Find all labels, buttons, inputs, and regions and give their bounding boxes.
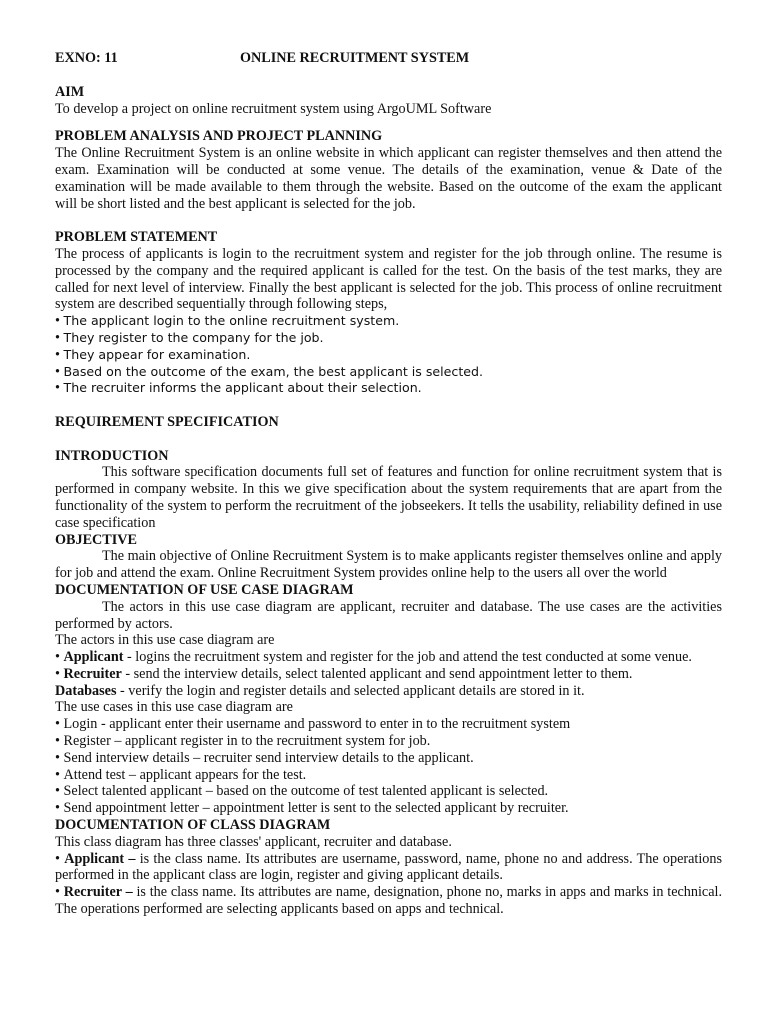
problem-heading: PROBLEM STATEMENT: [55, 229, 218, 246]
class-description: is the class name. Its attributes are username, password, name, phone no and address. The operations performed in the applicant class are login, register and giving applicant details.: [55, 850, 722, 884]
actor-name: Applicant: [63, 649, 124, 666]
classdiagram-heading: DOCUMENTATION OF CLASS DIAGRAM: [55, 817, 331, 834]
problem-steps-list: [55, 313, 722, 397]
planning-text: The Online Recruitment System is an online website in which applicant can register themselves and then attend the exam. Examination will be conducted at some venue. The details of the examination, venue & Date of the examination will be made available to them through the website. Based on the outcome of the exam the applicant will be short listed and the best applicant is selected for the job.: [55, 145, 722, 212]
title-row: [55, 50, 722, 67]
actor-description: - verify the login and register details and selected applicant details are stored in it.: [116, 682, 585, 699]
list-item: • Select talented applicant – based on the outcome of test talented applicant is selected.: [55, 783, 722, 800]
usecase-cases-intro: The use cases in this use case diagram are: [55, 699, 293, 716]
class-name: Recruiter –: [63, 884, 133, 901]
list-item: • They register to the company for the job.: [55, 330, 722, 347]
list-item: • The recruiter informs the applicant about their selection.: [55, 380, 722, 397]
class-description: is the class name. Its attributes are name, designation, phone no, marks in apps and marks in technical. The operations performed are selecting applicants based on apps and technical.: [55, 884, 722, 918]
classdiagram-intro: This class diagram has three classes' applicant, recruiter and database.: [55, 833, 452, 850]
problem-text: The process of applicants is login to the recruitment system and register for the job through online. The resume is processed by the company and the required applicant is called for the test. On the basis of the test marks, they are called for next level of interview. Finally the best applicant is selected for the job. This process of online recruitment system are described sequentially through following steps,: [55, 245, 722, 313]
list-item: • Send interview details – recruiter send interview details to the applicant.: [55, 750, 722, 767]
list-item: • Register – applicant register in to the recruitment system for job.: [55, 733, 722, 750]
actor-description: - logins the recruitment system and register for the job and attend the test conducted at some venue.: [123, 649, 692, 666]
list-item: • Send appointment letter – appointment letter is sent to the selected applicant by recruiter.: [55, 800, 722, 817]
document-title: ONLINE RECRUITMENT SYSTEM: [240, 50, 470, 66]
list-item: • The applicant login to the online recruitment system.: [55, 313, 722, 330]
objective-text: The main objective of Online Recruitment System is to make applicants register themselves online and apply for job and attend the exam. Online Recruitment System provides online help to the users all over the world: [55, 548, 722, 582]
class-name: Applicant –: [64, 850, 136, 867]
introduction-heading: INTRODUCTION: [55, 447, 169, 464]
usecase-intro: The actors in this use case diagram are applicant, recruiter and database. The use cases are the activities performed by actors.: [55, 598, 722, 632]
requirement-heading: REQUIREMENT SPECIFICATION: [55, 413, 279, 430]
experiment-number: EXNO: 11: [55, 50, 118, 66]
list-item: • They appear for examination.: [55, 347, 722, 364]
usecase-heading: DOCUMENTATION OF USE CASE DIAGRAM: [55, 581, 354, 598]
actor-applicant: [55, 649, 722, 666]
class-applicant: [55, 851, 722, 885]
actors-list: [55, 649, 722, 683]
usecase-actors-intro: The actors in this use case diagram are: [55, 632, 275, 649]
class-recruiter: [55, 884, 722, 918]
aim-heading: AIM: [55, 83, 85, 100]
planning-heading: PROBLEM ANALYSIS AND PROJECT PLANNING: [55, 128, 383, 145]
classes-list: [55, 851, 722, 918]
introduction-text: This software specification documents full set of features and function for online recruitment system that is performed in company website. In this we give specification about the system requirements that are apart from the functionality of the system to perform the recruitment of the jobseekers. It tells the usability, reliability defined in use case specification: [55, 464, 722, 531]
actor-name: Databases: [55, 682, 117, 699]
actor-name: Recruiter: [63, 665, 122, 682]
list-item: • Login - applicant enter their username and password to enter in to the recruitment system: [55, 716, 722, 733]
actor-description: - send the interview details, select talented applicant and send appointment letter to them.: [121, 665, 633, 682]
aim-text: To develop a project on online recruitment system using ArgoUML Software: [55, 100, 492, 117]
usecases-list: [55, 716, 722, 817]
objective-heading: OBJECTIVE: [55, 531, 137, 548]
list-item: • Based on the outcome of the exam, the best applicant is selected.: [55, 364, 722, 381]
list-item: • Attend test – applicant appears for the test.: [55, 767, 722, 784]
actor-databases: [55, 683, 722, 700]
actor-recruiter: [55, 666, 722, 683]
